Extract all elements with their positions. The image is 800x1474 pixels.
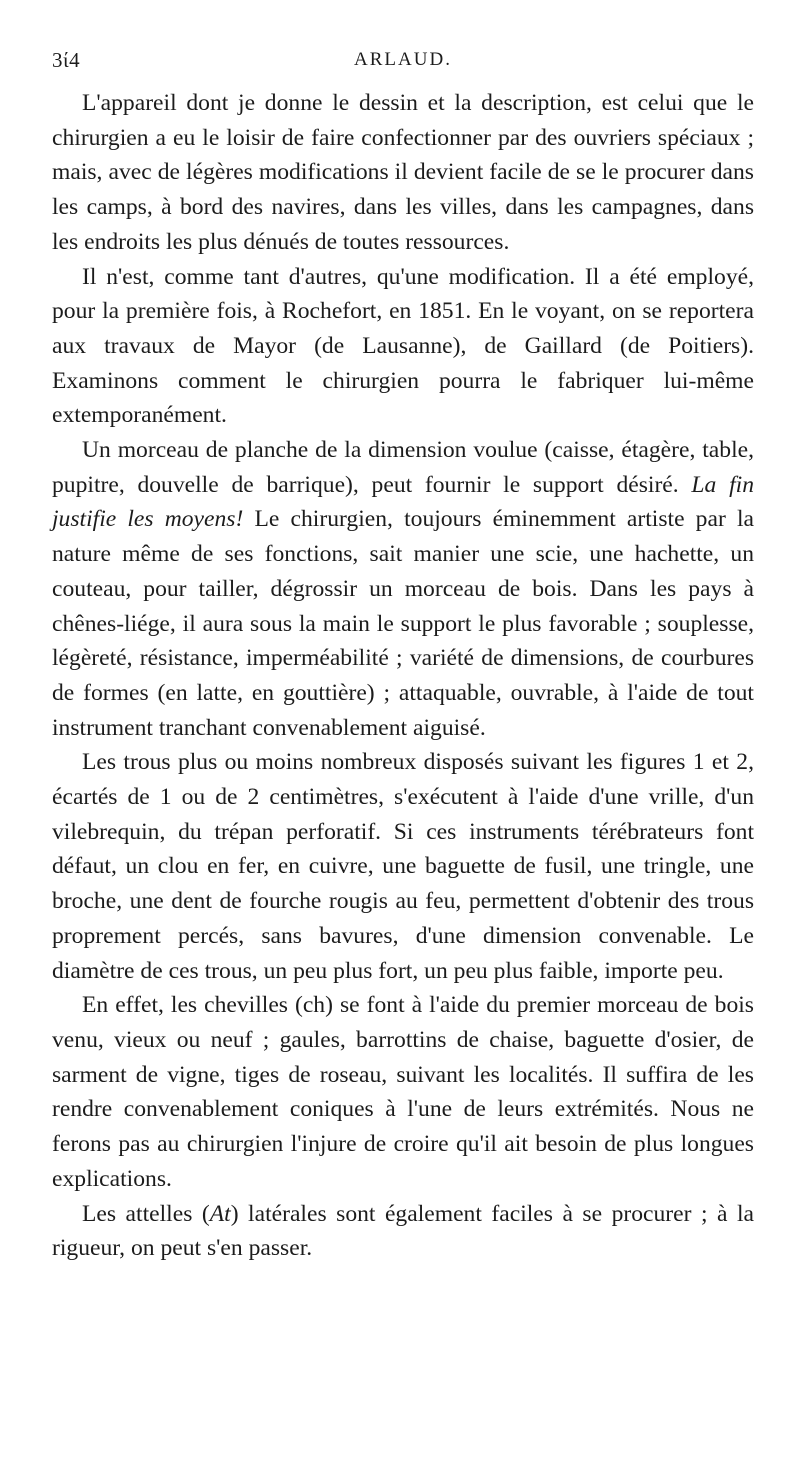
paragraph-text: Un morceau de planche de la dimension voulue (caisse, étagère, table, pupitre, douvelle de barrique), peut fournir le support désiré. xyxy=(52,437,754,498)
paragraph-text: ) latérales sont également faciles à se procurer ; à la rigueur, on peut s'en passer. xyxy=(52,1200,754,1262)
paragraph-1 xyxy=(52,86,754,260)
paragraph-6 xyxy=(52,1197,754,1266)
paragraph-5 xyxy=(52,988,754,1196)
paragraph-2 xyxy=(52,260,754,434)
paragraph-text: Les trous plus ou moins nombreux disposés suivant les figures 1 et 2, écartés de 1 ou de 2 centimètres, s'exécutent à l'aide d'une vrille, d'un vilebrequin, du trépan perforatif. Si ces instruments térébrateurs font défaut, un clou en fer, en cuivre, une baguette de fusil, une tringle, une broche, une dent de fourche rougis au feu, permettent d'obtenir des trous proprement percés, sans bavures, d'une dimension convenable. Le diamètre de ces trous, un peu plus fort, un peu plus faible, importe peu. xyxy=(52,749,754,984)
running-head: ARLAUD. xyxy=(354,49,452,70)
page-number: 3ί4 xyxy=(52,48,81,72)
body-text xyxy=(52,86,754,1266)
paragraph-3 xyxy=(52,433,754,745)
paragraph-text: Le chirurgien, toujours éminemment artiste par la nature même de ses fonctions, sait manier une scie, une hachette, un couteau, pour tailler, dégrossir un morceau de bois. Dans les pays à chênes-liége, il aura sous la main le support le plus favorable ; souplesse, légèreté, résistance, imperméabilité ; variété de dimensions, de courbures de formes (en latte, en gouttière) ; attaquable, ouvrable, à l'aide de tout instrument tranchant convenablement aiguisé. xyxy=(52,506,754,741)
paragraph-text: Les attelles ( xyxy=(82,1200,210,1227)
paragraph-text: L'appareil dont je donne le dessin et la description, est celui que le chirurgien a eu le loisir de faire confectionner par des ouvriers spéciaux ; mais, avec de légères modifications il devient facile de se le procurer dans les camps, à bord des navires, dans les villes, dans les campagnes, dans les endroits les plus dénués de toutes ressources. xyxy=(52,90,754,255)
paragraph-4 xyxy=(52,745,754,988)
paragraph-text: Il n'est, comme tant d'autres, qu'une modification. Il a été employé, pour la première fois, à Rochefort, en 1851. En le voyant, on se reportera aux travaux de Mayor (de Lausanne), de Gaillard (de Poitiers). Examinons comment le chirurgien pourra le fabriquer lui-même extemporanément. xyxy=(52,263,754,429)
paragraph-text: En effet, les chevilles (ch) se font à l'aide du premier morceau de bois venu, vieux ou neuf ; gaules, barrottins de chaise, baguette d'osier, de sarment de vigne, tiges de roseau, suivant les localités. Il suffira de les rendre convenablement coniques à l'une de leurs extrémités. Nous ne ferons pas au chirurgien l'injure de croire qu'il ait besoin de plus longues explications. xyxy=(52,992,754,1192)
page-header xyxy=(52,48,754,80)
italic-maxim: La fin justifie les moyens! xyxy=(52,471,754,533)
italic-figure-label: At xyxy=(209,1200,231,1227)
